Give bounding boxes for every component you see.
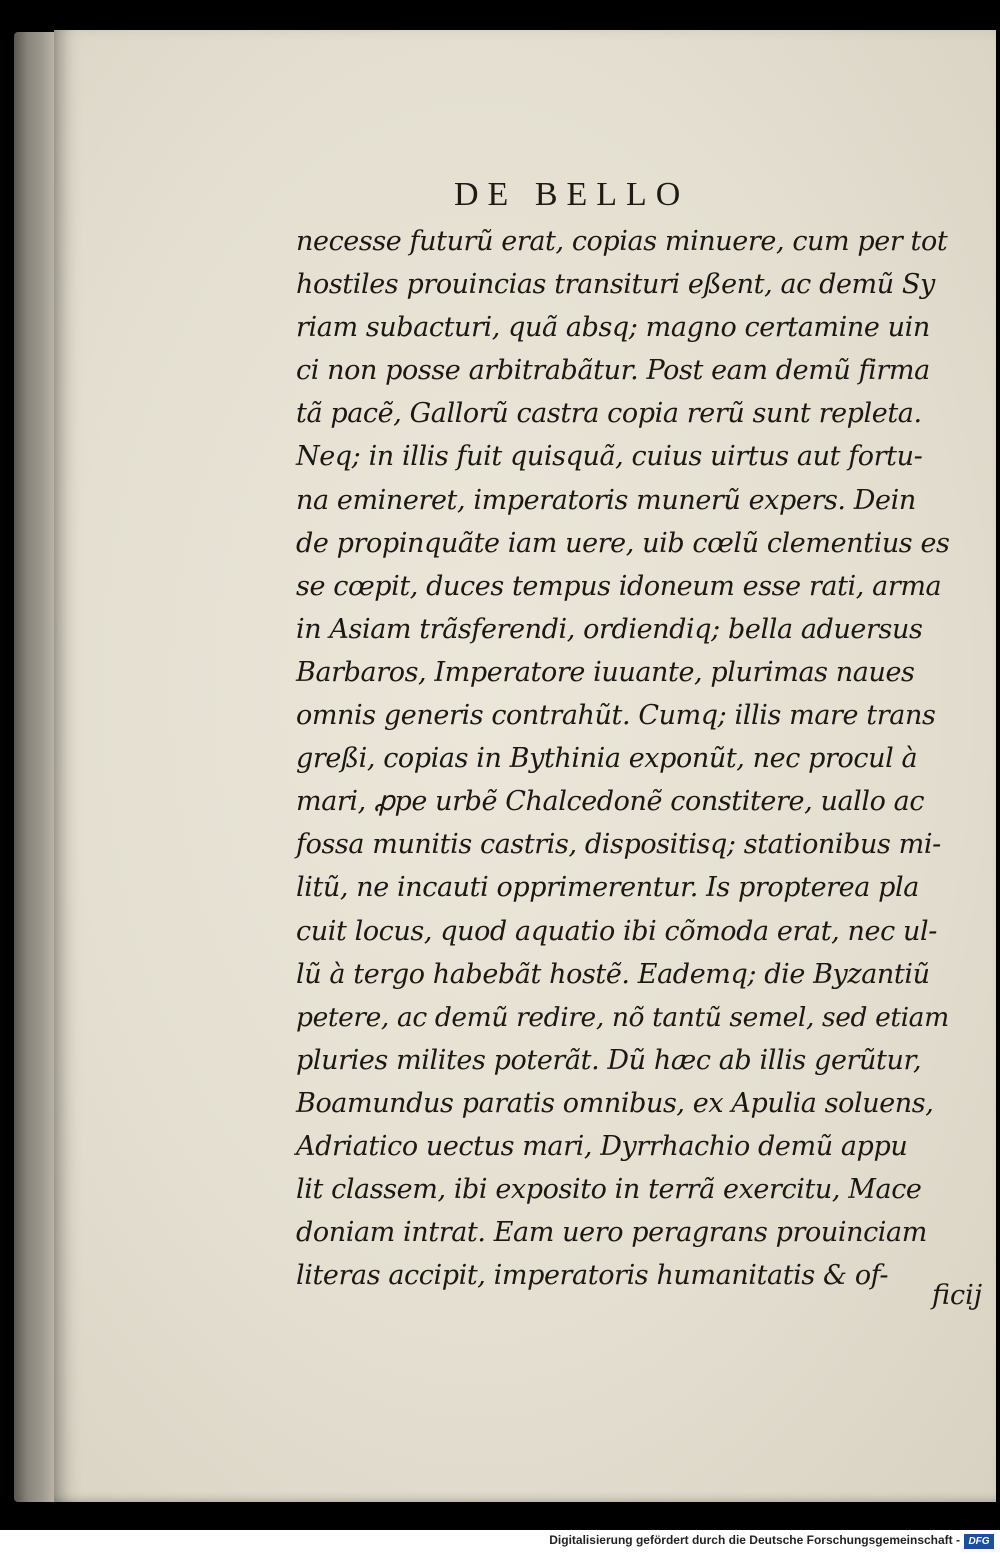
funding-credit: Digitalisierung gefördert durch die Deutsche Forschungsgemeinschaft - (549, 1533, 960, 1547)
text-line: mari, ꝓpe urbẽ Chalcedonẽ constitere, uallo ac (296, 786, 925, 818)
text-line: Boamundus paratis omnibus, ex Apulia soluens, (296, 1087, 934, 1119)
text-line: necesse futurũ erat, copias minuere, cum per tot (296, 226, 948, 257)
text-line: pluries milites poterãt. Dũ hæc ab illis gerũtur, (296, 1044, 922, 1076)
text-line: fossa munitis castris, dispositisq; stationibus mi- (296, 829, 941, 861)
catchword: ficij (932, 1280, 983, 1311)
text-line: cuit locus, quod aquatio ibi cõmoda erat, nec ul- (296, 915, 937, 947)
text-line: Barbaros, Imperatore iuuante, plurimas naues (296, 656, 915, 688)
text-line: petere, ac demũ redire, nõ tantũ semel, sed etiam (296, 1001, 949, 1033)
text-line: riam subacturi, quã absq; magno certamine uin (296, 312, 930, 344)
digitization-footer (0, 1530, 1000, 1554)
text-line: literas accipit, imperatoris humanitatis & of- (296, 1260, 889, 1292)
text-line: Adriatico uectus mari, Dyrrhachio demũ appu (296, 1130, 908, 1162)
text-line: ci non posse arbitrabãtur. Post eam demũ firma (296, 355, 930, 387)
text-line: in Asiam trãsferendi, ordiendiq; bella aduersus (296, 613, 923, 645)
text-line: na emineret, imperatoris munerũ expers. Dein (296, 484, 916, 516)
text-line: greßi, copias in Bythinia exponũt, nec procul à (296, 743, 918, 775)
book-page (54, 30, 996, 1502)
text-line: Neq; in illis fuit quisquã, cuius uirtus aut fortu- (296, 441, 923, 473)
text-line: lũ à tergo habebãt hostẽ. Eademq; die Byzantiũ (296, 958, 930, 990)
text-line: de propinquãte iam uere, uib cœlũ clementius es (296, 527, 950, 559)
text-line: litũ, ne incauti opprimerentur. Is propterea pla (296, 872, 919, 904)
text-line: omnis generis contrahũt. Cumq; illis mare trans (296, 700, 936, 732)
body-text (296, 220, 956, 1297)
binding-edge (14, 32, 54, 1502)
text-line: tã pacẽ, Gallorũ castra copia rerũ sunt repleta. (296, 398, 922, 430)
text-line: se cœpit, duces tempus idoneum esse rati, arma (296, 570, 942, 602)
text-line: hostiles prouincias transituri eßent, ac demũ Sy (296, 269, 935, 301)
text-line: lit classem, ibi exposito in terrã exercitu, Mace (296, 1174, 922, 1206)
dfg-logo-icon: DFG (964, 1534, 994, 1549)
running-head: DE BELLO (454, 176, 690, 213)
text-line: doniam intrat. Eam uero peragrans prouinciam (296, 1217, 927, 1249)
